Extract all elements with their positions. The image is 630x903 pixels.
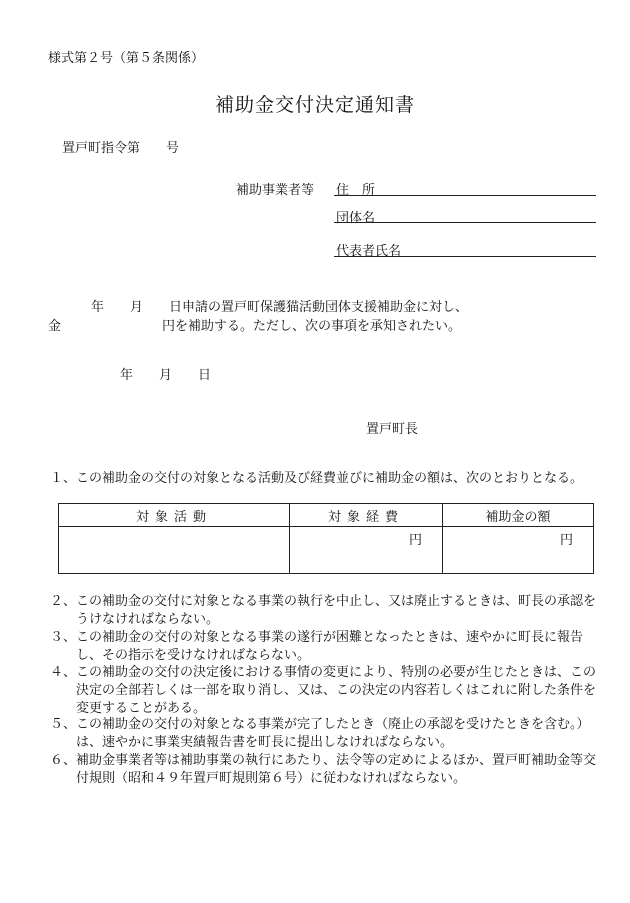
item-text: この補助金の交付に対象となる事業の執行を中止し、又は廃止するときは、町長の承認をうけなければならない。 <box>76 594 597 627</box>
recipient-label: 補助事業者等 <box>236 183 315 198</box>
header-activity: 対象活動 <box>59 504 290 527</box>
list-item <box>50 470 600 488</box>
activity-cell <box>59 527 290 574</box>
representative-underline <box>334 256 596 257</box>
expense-cell: 円 <box>290 527 443 574</box>
list-item <box>50 716 600 752</box>
body-line-2: 円を補助する。ただし、次の事項を承知されたい。 <box>162 319 462 334</box>
reference-number: 置戸町指令第 号 <box>62 141 180 156</box>
list-item <box>50 629 600 665</box>
issuer: 置戸町長 <box>366 422 419 437</box>
list-item <box>50 593 600 629</box>
date-line: 年 月 日 <box>120 368 212 383</box>
form-label: 様式第２号（第５条関係） <box>48 51 205 66</box>
list-item <box>50 664 600 718</box>
address-label: 住 所 <box>336 183 376 198</box>
organization-label: 団体名 <box>336 211 376 226</box>
organization-underline <box>334 222 596 223</box>
item-text: この補助金の交付の決定後における事情の変更により、特別の必要が生じたときは、この決定の全部若しくは一部を取り消し、又は、この決定の内容若しくはこれに附した条件を変更することがある。 <box>76 665 597 716</box>
representative-label: 代表者氏名 <box>336 244 402 259</box>
header-expense: 対象経費 <box>290 504 443 527</box>
body-line-1: 年 月 日申請の置戸町保護猫活動団体支援補助金に対し、 <box>91 300 469 315</box>
item-number: ６、 <box>50 753 77 768</box>
item-text: この補助金の交付の対象となる活動及び経費並びに補助金の額は、次のとおりとなる。 <box>76 471 584 486</box>
table-row <box>59 527 594 574</box>
item-number: ４、 <box>50 665 77 680</box>
item-number: １、 <box>50 471 77 486</box>
body-amount-prefix: 金 <box>48 319 62 334</box>
address-underline <box>334 195 596 196</box>
item-number: ３、 <box>50 630 77 645</box>
item-text: この補助金の交付の対象となる事業の遂行が困難となったときは、速やかに町長に報告し、その指示を受けなければならない。 <box>76 630 584 663</box>
item-number: ２、 <box>50 594 77 609</box>
page-title: 補助金交付決定通知書 <box>215 94 416 116</box>
item-text: この補助金の交付の対象となる事業が完了したとき（廃止の承認を受けたときを含む。）は、速やかに事業実績報告書を町長に提出しなければならない。 <box>76 717 590 750</box>
amount-cell: 円 <box>443 527 594 574</box>
item-number: ５、 <box>50 717 77 732</box>
list-item <box>50 752 600 788</box>
item-text: 補助金事業者等は補助事業の執行にあたり、法令等の定めによるほか、置戸町補助金等交付規則（昭和４９年置戸町規則第６号）に従わなければならない。 <box>76 753 597 786</box>
header-amount: 補助金の額 <box>443 504 594 527</box>
subsidy-table <box>58 503 594 574</box>
